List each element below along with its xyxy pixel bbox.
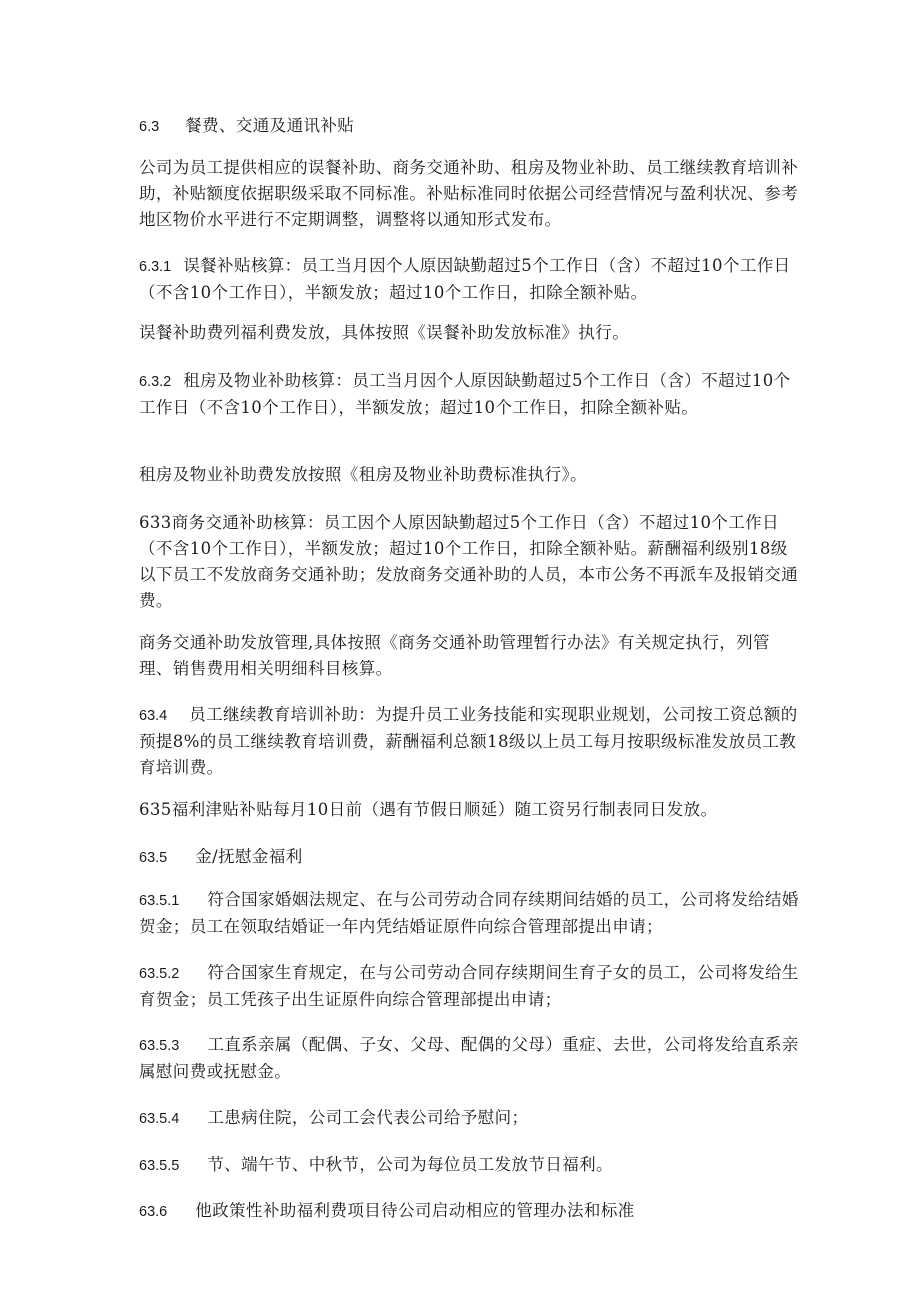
section-number: 6.3 [139, 119, 160, 135]
section-6-3-1-meal-subsidy [139, 253, 799, 306]
paragraph-text: 节、端午节、中秋节，公司为每位员工发放节日福利。 [207, 1155, 613, 1174]
section-number: 6.3.2 [139, 374, 172, 390]
section-6-3-5-2-childbirth [139, 960, 799, 1013]
section-6-3-5-5-festival [139, 1152, 799, 1179]
section-title: 餐费、交通及通讯补贴 [185, 116, 355, 135]
meal-subsidy-note [139, 320, 799, 346]
section-number: 63.5.3 [139, 1038, 180, 1054]
paragraph-text: 误餐补助费列福利费发放，具体按照《误餐补助发放标准》执行。 [139, 323, 630, 342]
section-number: 63.5 [139, 850, 168, 866]
paragraph-text: 工患病住院，公司工会代表公司给予慰问； [207, 1108, 529, 1127]
section-6-3-5-4-hospital [139, 1105, 799, 1132]
housing-subsidy-note [139, 462, 799, 488]
paragraph-text: 633商务交通补助核算：员工因个人原因缺勤超过5个工作日（含）不超过10个工作日（不含10个工作日），半额发放；超过10个工作日，扣除全额补贴。薪酬福利级别18级以下员工不发放商务交通补助；发放商务交通补助的人员，本市公务不再派车及报销交通费。 [139, 513, 799, 610]
section-number: 63.5.1 [139, 893, 180, 909]
paragraph-text: 符合国家生育规定，在与公司劳动合同存续期间生育子女的员工，公司将发给生育贺金；员工凭孩子出生证原件向综合管理部提出申请； [139, 963, 799, 1009]
section-6-3-4-education-subsidy [139, 702, 799, 781]
section-6-3-5-payment-date [139, 797, 799, 823]
paragraph-text: 635福利津贴补贴每月10日前（遇有节假日顺延）随工资另行制表同日发放。 [139, 800, 718, 819]
paragraph-text: 员工继续教育培训补助：为提升员工业务技能和实现职业规划，公司按工资总额的预提8%的员工继续教育培训费，薪酬福利总额18级以上员工每月按职级标准发放员工教育培训费。 [139, 705, 798, 777]
section-number: 63.5.5 [139, 1158, 180, 1174]
section-6-3-5-3-condolence [139, 1032, 799, 1085]
section-title: 金/抚慰金福利 [195, 847, 303, 866]
transport-subsidy-note [139, 630, 799, 682]
paragraph-text: 符合国家婚姻法规定、在与公司劳动合同存续期间结婚的员工，公司将发给结婚贺金；员工在领取结婚证一年内凭结婚证原件向综合管理部提出申请； [139, 890, 799, 936]
section-number: 63.5.2 [139, 966, 180, 982]
section-number: 63.5.4 [139, 1111, 180, 1127]
section-number: 63.6 [139, 1204, 168, 1220]
section-number: 6.3.1 [139, 259, 172, 275]
paragraph-text: 工直系亲属（配偶、子女、父母、配偶的父母）重症、去世，公司将发给直系亲属慰问费或抚慰金。 [139, 1035, 799, 1081]
paragraph-text: 他政策性补助福利费项目待公司启动相应的管理办法和标准 [195, 1201, 635, 1220]
section-number: 63.4 [139, 708, 168, 724]
paragraph-text: 商务交通补助发放管理,具体按照《商务交通补助管理暂行办法》有关规定执行，列管理、销售费用相关明细科目核算。 [139, 633, 770, 678]
paragraph-text: 租房及物业补助核算：员工当月因个人原因缺勤超过5个工作日（含）不超过10个工作日（不含10个工作日），半额发放；超过10个工作日，扣除全额补贴。 [139, 371, 791, 417]
intro-paragraph [139, 155, 799, 233]
section-6-3-heading [139, 113, 799, 140]
section-6-3-5-1-wedding [139, 887, 799, 940]
paragraph-text: 误餐补贴核算：员工当月因个人原因缺勤超过5个工作日（含）不超过10个工作日（不含10个工作日），半额发放；超过10个工作日，扣除全额补贴。 [139, 256, 791, 302]
section-6-3-5-heading [139, 844, 799, 871]
section-6-3-6-other [139, 1198, 799, 1225]
paragraph-text: 公司为员工提供相应的误餐补助、商务交通补助、租房及物业补助、员工继续教育培训补助，补贴额度依据职级采取不同标准。补贴标准同时依据公司经营情况与盈利状况、参考地区物价水平进行不定期调整，调整将以通知形式发布。 [139, 158, 799, 229]
section-6-3-3-transport-subsidy [139, 510, 799, 614]
paragraph-text: 租房及物业补助费发放按照《租房及物业补助费标准执行》。 [139, 465, 588, 484]
section-6-3-2-housing-subsidy [139, 368, 799, 421]
